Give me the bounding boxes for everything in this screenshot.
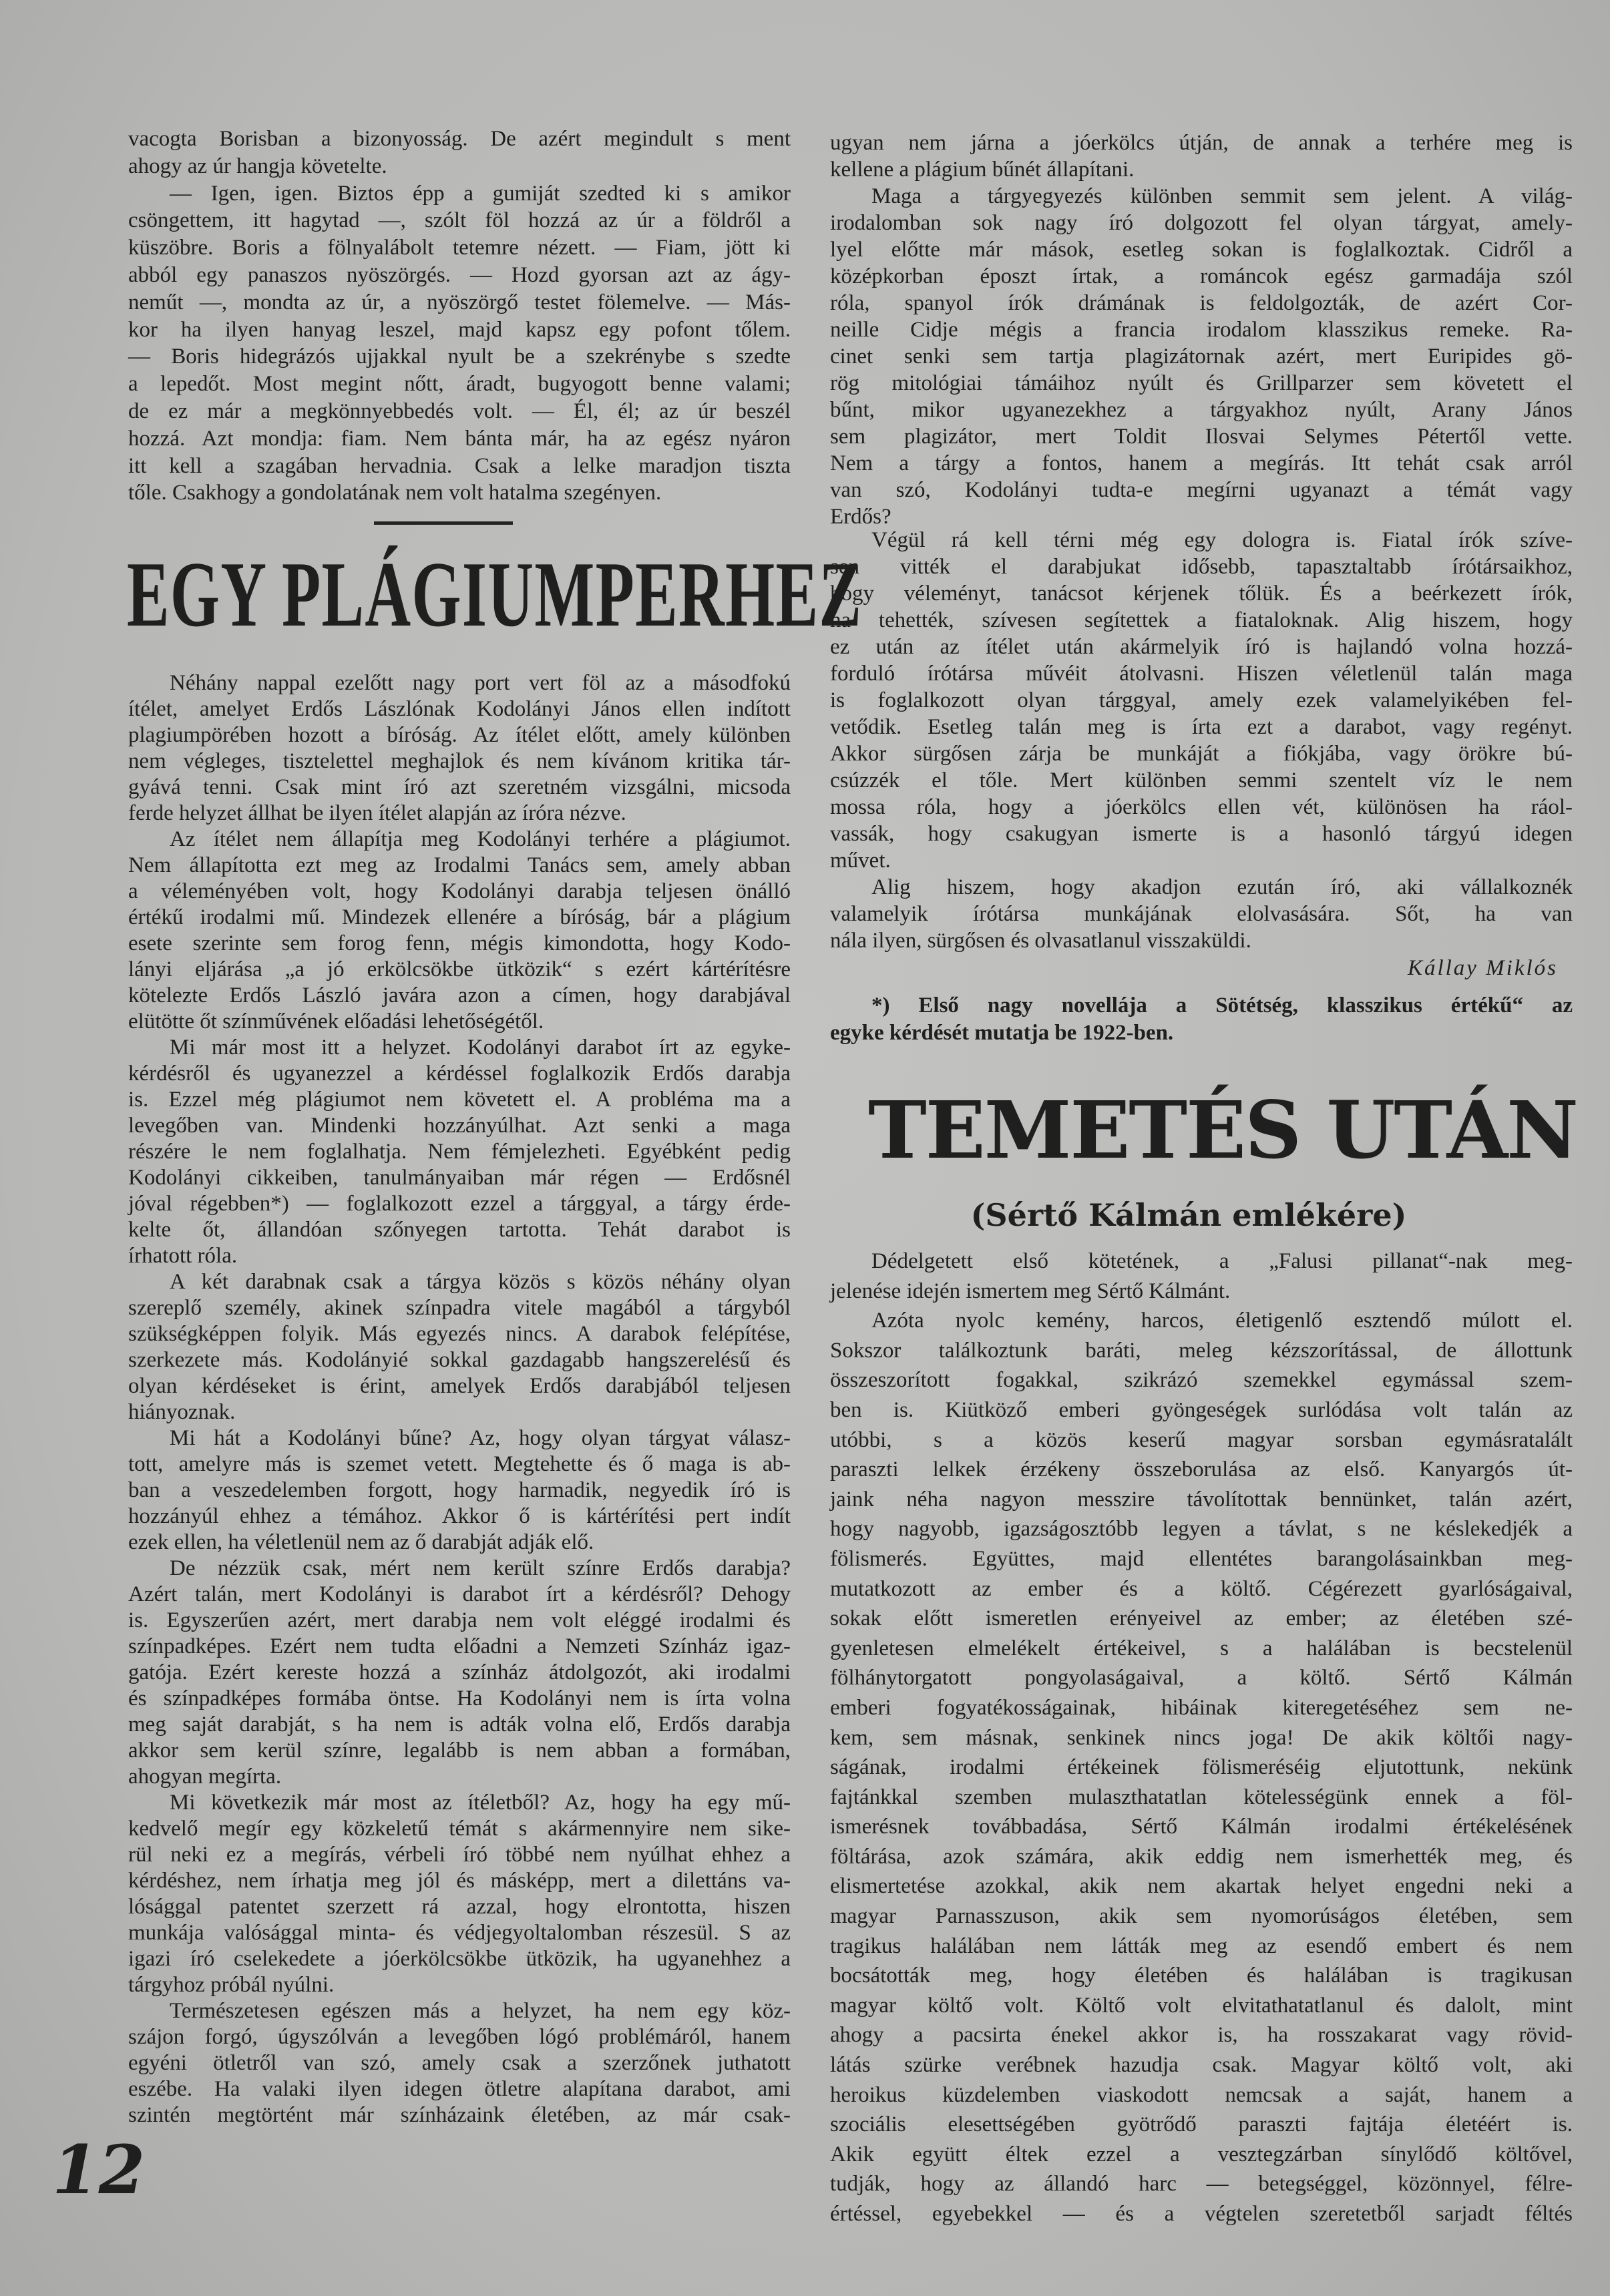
text-line: szereplő személy, akinek színpadra vitele magából a tárgyból bbox=[128, 1296, 791, 1320]
text-line: ahogy az úr hangja követelte. bbox=[128, 154, 387, 178]
text-line: ismerésnek továbbadása, Sértő Kálmán irodalmi értékelésének bbox=[830, 1815, 1573, 1839]
text-line: magyar Parnasszuson, akik sem nyomorúságos életében, sem bbox=[830, 1904, 1573, 1929]
text-line: Kodolányi cikkeiben, tanulmányaiban már régen — Erdősnél bbox=[128, 1166, 791, 1190]
text-line: ítélet, amelyet Erdős Lászlónak Kodolányi János ellen indított bbox=[128, 697, 791, 721]
text-line: gyává tenni. Csak mint író azt szeretném vizsgálni, micsoda bbox=[128, 775, 791, 799]
text-line: Végül rá kell térni még egy dologra is. Fiatal írók szíve- bbox=[871, 528, 1573, 552]
paragraph bbox=[128, 1556, 791, 1790]
text-line: Nem a tárgy a fontos, hanem a megírás. Itt tehát csak arról bbox=[830, 451, 1573, 475]
text-line: neille Cidje mégis a francia irodalom klasszikus remeke. Ra- bbox=[830, 318, 1573, 342]
text-line: vetődik. Esetleg talán meg is írta ezt a darabot, vagy regényt. bbox=[830, 715, 1573, 739]
text-line: kellene a plágium bűnét állapítani. bbox=[830, 158, 1135, 182]
text-line: színpadképes. Ezért nem tudta előadni a Nemzeti Színház igaz- bbox=[128, 1634, 791, 1658]
paragraph bbox=[830, 130, 1573, 183]
text-line: fajtánkkal szemben mulaszthatatlan kötelességünk ennek a föl- bbox=[830, 1785, 1573, 1809]
paragraph bbox=[128, 180, 791, 507]
author-signature: Kállay Miklós bbox=[1407, 956, 1558, 980]
paragraph bbox=[128, 1998, 791, 2128]
text-line: is. Egyszerűen azért, mert darabja nem volt eléggé irodalmi és bbox=[128, 1608, 791, 1632]
story-ending-column bbox=[128, 126, 791, 507]
footnote bbox=[830, 992, 1573, 1047]
text-line: hogy véleményt, tanácsot kérjenek tőlük. És a beérkezett írók, bbox=[830, 582, 1573, 606]
text-line: lósággal patentet szerzett rá azzal, hogy elrontotta, hiszen bbox=[128, 1895, 791, 1919]
text-line: csúzzék el tőle. Mert különben semmi szentelt víz le nem bbox=[830, 768, 1573, 792]
text-line: föltárása, azok számára, akik eddig nem ismerhették meg, és bbox=[830, 1844, 1573, 1869]
paragraph bbox=[830, 874, 1573, 954]
text-line: ugyan nem járna a jóerkölcs útján, de annak a terhére meg is bbox=[830, 131, 1573, 155]
text-line: Akkor sürgősen zárja be munkáját a fiókjába, vagy örökre bú- bbox=[830, 742, 1573, 766]
text-line: ahogyan megírta. bbox=[128, 1765, 282, 1789]
text-line: jaink néha nagyon messzire távolítottak bennünket, talán azért, bbox=[830, 1487, 1573, 1512]
text-line: Nem állapította ezt meg az Irodalmi Tanács sem, amely abban bbox=[128, 853, 791, 877]
text-line: De nézzük csak, mért nem került színre Erdős darabja? bbox=[170, 1556, 791, 1580]
article-title-text: EGY PLÁGIUMPERHEZ bbox=[127, 543, 863, 646]
text-line: Maga a tárgyegyezés különben semmit sem jelent. A világ- bbox=[871, 184, 1573, 208]
paragraph bbox=[128, 126, 791, 180]
paragraph bbox=[128, 670, 791, 827]
paragraph bbox=[830, 527, 1573, 874]
text-line: ban a veszedelemben forgott, hogy harmadik, negyedik író is bbox=[128, 1478, 791, 1502]
text-line: sem plagizátor, mert Toldit Ilosvai Selymes Pétertől vette. bbox=[830, 425, 1573, 449]
article-title-temetes-utan: TEMETÉS UTÁN bbox=[868, 1084, 1578, 1176]
text-line: is foglalkozott olyan tárggyal, amely ezek valamelyikében fel- bbox=[830, 688, 1573, 712]
text-line: esete szerinte sem forog fenn, mégis kimondotta, hogy Kodo- bbox=[128, 931, 791, 955]
text-line: kem, sem másnak, senkinek nincs joga! De akik költői nagy- bbox=[830, 1725, 1573, 1750]
text-line: lányi eljárása „a jó erkölcsökbe ütközik“ s ezért kártérítésre bbox=[128, 957, 791, 981]
text-line: szociális elesettségében gyötrődő paraszti fajtája életéért is. bbox=[830, 2112, 1573, 2137]
text-line: paraszti lelkek érzékeny összeborulása az első. Kanyargós út- bbox=[830, 1457, 1573, 1482]
text-line: gyenletesen elmelékelt értékeivel, s a halálában is becstelenül bbox=[830, 1636, 1573, 1660]
text-line: küszöbre. Boris a fölnyalábolt tetemre nézett. — Fiam, jött ki bbox=[128, 236, 791, 260]
text-line: sen vitték el darabjukat idősebb, tapasztaltabb írótársaikhoz, bbox=[830, 555, 1573, 579]
text-line: igazi író cselekedete a jóerkölcsökbe ütközik, ha ugyanehhez a bbox=[128, 1947, 791, 1971]
article-body-left bbox=[128, 670, 791, 2128]
text-line: meg saját darabját, s ha nem is adták volna elő, Erdős darabja bbox=[128, 1712, 791, 1737]
text-line: fölismerés. Együttes, majd ellentétes barangolásainkban meg- bbox=[830, 1546, 1573, 1571]
text-line: mutatkozott az ember és a költő. Cégérezett gyarlóságaival, bbox=[830, 1576, 1573, 1601]
paragraph bbox=[830, 1306, 1573, 2229]
text-line: ez után az ítélet után akármelyik író is hajlandó volna hozzá- bbox=[830, 635, 1573, 659]
text-line: de ez már a megkönnyebbedés volt. — Él, él; az úr beszél bbox=[128, 399, 791, 423]
text-line: a véleményében volt, hogy Kodolányi darabja teljesen önálló bbox=[128, 879, 791, 903]
text-line: — Boris hidegrázós ujjakkal nyult be a szekrénybe s szedte bbox=[128, 345, 791, 369]
text-line: fölhánytorgatott pongyolaságaival, a költő. Sértő Kálmán bbox=[830, 1666, 1573, 1690]
text-line: vacogta Borisban a bizonyosság. De azért megindult s ment bbox=[128, 127, 791, 151]
text-line: kelte őt, állandóan szőnyegen tartotta. Tehát darabot is bbox=[128, 1218, 791, 1242]
text-line: cinet senki sem tartja plagizátornak azért, mert Euripides gö- bbox=[830, 345, 1573, 369]
text-line: Természetesen egészen más a helyzet, ha nem egy köz- bbox=[170, 1999, 791, 2023]
text-line: utóbbi, s a közös keserű magyar sorsban egymásratalált bbox=[830, 1427, 1573, 1452]
text-line: kedvelő megír egy közkeletű témát s akármennyire nem sike- bbox=[128, 1817, 791, 1841]
text-line: Sokszor találkoztunk baráti, meleg kézszorítással, de állottunk bbox=[830, 1338, 1573, 1363]
text-line: — Igen, igen. Biztos épp a gumiját szedted ki s amikor bbox=[170, 181, 791, 206]
article-body-right-top bbox=[830, 130, 1573, 530]
text-line: mossa róla, hogy a jóerkölcs ellen vét, különösen ha ráol- bbox=[830, 795, 1573, 819]
text-line: szintén megtörtént már színházaink életében, az már csak- bbox=[128, 2103, 791, 2127]
paragraph bbox=[128, 1790, 791, 1998]
text-line: forduló írótársa művéit átolvasni. Hiszen véletlenül talán maga bbox=[830, 662, 1573, 686]
text-line: látás szürke verébnek hazudja csak. Magyar költő volt, aki bbox=[830, 2053, 1573, 2078]
text-line: van szó, Kodolányi tudta-e megírni ugyanazt a témát vagy bbox=[830, 478, 1573, 502]
text-line: kérdéshez, nem írhatja meg jól és másképp, mert a dilettáns va- bbox=[128, 1869, 791, 1893]
paragraph bbox=[128, 1035, 791, 1269]
text-line: tragikus halálában nem látták meg az esendő embert és nem bbox=[830, 1933, 1573, 1958]
text-line: valamelyik írótársa munkájának elolvasására. Sőt, ha van bbox=[830, 902, 1573, 926]
text-line: tudják, hogy az állandó harc — betegséggel, közönnyel, félre- bbox=[830, 2172, 1573, 2197]
text-line: kérdésről és ugyanezzel a kérdéssel foglalkozik Erdős darabja bbox=[128, 1062, 791, 1086]
text-line: művet. bbox=[830, 849, 891, 873]
text-line: Azóta nyolc kemény, harcos, életigenlő esztendő múlott el. bbox=[871, 1309, 1573, 1333]
text-line: hiányoznak. bbox=[128, 1400, 236, 1424]
section-divider bbox=[374, 521, 513, 525]
text-line: Mi következik már most az ítéletből? Az, hogy ha egy mű- bbox=[170, 1791, 791, 1815]
text-line: ben is. Kiütköző emberi gyöngeségek surlódása volt talán az bbox=[830, 1397, 1573, 1422]
text-line: levegőben van. Mindenki hozzányúlhat. Azt senki a maga bbox=[128, 1114, 791, 1138]
text-line: Azért talán, mert Kodolányi is darabot írt a kérdésről? Dehogy bbox=[128, 1582, 791, 1606]
text-line: elismertetése azokkal, akik nem akartak helyet engedni neki a bbox=[830, 1874, 1573, 1899]
text-line: hozzá. Azt mondja: fiam. Nem bánta már, ha az egész nyáron bbox=[128, 426, 791, 451]
text-line: egyéni ötletről van szó, amely csak a szerzőnek juthatott bbox=[128, 2051, 791, 2075]
text-line: középkorban époszt írtak, a románcok egész garmadája szól bbox=[830, 264, 1573, 288]
text-line: emberi fogyatékosságainak, hibáinak kiteregetéséhez sem ne- bbox=[830, 1695, 1573, 1720]
text-line: tott, amelyre más is szemet vetett. Megtehette és ő maga is ab- bbox=[128, 1452, 791, 1476]
text-line: hogy nagyobb, igazságosztóbb legyen a távlat, s ne késlekedjék a bbox=[830, 1517, 1573, 1542]
text-line: A két darabnak csak a tárgya közös s közös néhány olyan bbox=[170, 1270, 791, 1294]
text-line: magyar költő volt. Költő volt elvitathatatlanul és dalolt, mint bbox=[830, 1993, 1573, 2018]
text-line: Dédelgetett első kötetének, a „Falusi pillanat“-nak meg- bbox=[871, 1249, 1573, 1273]
text-line: tőle. Csakhogy a gondolatának nem volt hatalma szegényen. bbox=[128, 481, 662, 505]
text-line: itt kell a szagában hervadnia. Csak a lelke maradjon tiszta bbox=[128, 453, 791, 478]
text-line: tárgyhoz próbál nyúlni. bbox=[128, 1973, 335, 1997]
text-line: összeszorított fogakkal, szikrázó szemekkel egymással szem- bbox=[830, 1368, 1573, 1393]
text-line: munkája valósággal minta- és védjegyoltalomban részesül. S az bbox=[128, 1921, 791, 1945]
text-line: Mi már most itt a helyzet. Kodolányi darabot írt az egyke- bbox=[170, 1036, 791, 1060]
text-line: egyke kérdését mutatja be 1922-ben. bbox=[830, 1021, 1174, 1045]
text-line: Mi hát a Kodolányi bűne? Az, hogy olyan tárgyat válasz- bbox=[170, 1426, 791, 1450]
text-line: Erdős? bbox=[830, 505, 891, 529]
text-line: jelenése idején ismertem meg Sértő Kálmánt. bbox=[830, 1279, 1231, 1303]
text-line: bocsátották meg, hogy életében és halálában is tragikusan bbox=[830, 1964, 1573, 1988]
text-line: akkor sem kerül színre, legalább is nem abban a formában, bbox=[128, 1739, 791, 1763]
text-line: plagiumpörében hozott a bíróság. Az ítélet előtt, amely különben bbox=[128, 723, 791, 747]
text-line: Néhány nappal ezelőtt nagy port vert föl az a másodfokú bbox=[170, 671, 791, 695]
text-line: Akik együtt éltek ezzel a vesztegzárban sínylődő költővel, bbox=[830, 2142, 1573, 2166]
paragraph bbox=[128, 1425, 791, 1556]
article-body-temetes bbox=[830, 1246, 1573, 2229]
paragraph bbox=[830, 183, 1573, 530]
article-body-right-mid bbox=[830, 527, 1573, 954]
text-line: is. Ezzel még plágiumot nem követett el. A probléma ma a bbox=[128, 1088, 791, 1112]
text-line: irodalomban sok nagy író dolgozott fel olyan tárgyat, amely- bbox=[830, 211, 1573, 235]
text-line: olyan kérdéseket is érint, amelyek Erdős darabjából teljesen bbox=[128, 1374, 791, 1398]
text-line: bűnt, mikor ugyanezekhez a tárgyakhoz nyúlt, Arany János bbox=[830, 398, 1573, 422]
text-line: értékű irodalmi mű. Mindezek ellenére a bíróság, bár a plágium bbox=[128, 905, 791, 929]
text-line: rül neki ez a megírás, vérbeli író többé nem nyúlhat ehhez a bbox=[128, 1843, 791, 1867]
article-title-plagiumper bbox=[127, 543, 863, 646]
text-line: szájon forgó, úgyszólván a levegőben lógó problémáról, hanem bbox=[128, 2025, 791, 2049]
text-line: neműt —, mondta az úr, a nyöszörgő testet fölemelve. — Más- bbox=[128, 290, 791, 314]
text-line: nem végleges, tisztelettel meghajlok és nem kívánom kritika tár- bbox=[128, 749, 791, 773]
text-line: Az ítélet nem állapítja meg Kodolányi terhére a plágiumot. bbox=[170, 827, 791, 851]
text-line: ferde helyzet állhat be ilyen ítélet alapján az íróra nézve. bbox=[128, 801, 626, 825]
text-line: írhatott róla. bbox=[128, 1244, 238, 1268]
text-line: nála ilyen, sürgősen és olvasatlanul visszaküldi. bbox=[830, 929, 1251, 953]
text-line: abból egy panaszos nyöszörgés. — Hozd gyorsan azt az ágy- bbox=[128, 262, 791, 287]
text-line: Alig hiszem, hogy akadjon ezután író, aki vállalkoznék bbox=[871, 875, 1573, 899]
paragraph bbox=[128, 1269, 791, 1425]
text-line: gatója. Ezért kereste hozzá a színház átdolgozót, aki irodalmi bbox=[128, 1660, 791, 1684]
text-line: ságának, irodalmi értékeinek fölismeréséig eljutottunk, nekünk bbox=[830, 1755, 1573, 1780]
text-line: ahogy a pacsirta énekel akkor is, ha rosszakarat vagy rövid- bbox=[830, 2023, 1573, 2048]
text-line: szerkezete más. Kodolányié sokkal gazdagabb hangszerelésű és bbox=[128, 1348, 791, 1372]
text-line: sokak előtt ismeretlen erényeivel az ember; az életében szé- bbox=[830, 1606, 1573, 1631]
text-line: jóval régebben*) — foglalkozott ezzel a tárggyal, a tárgy érde- bbox=[128, 1192, 791, 1216]
text-line: csöngettem, itt hagytad —, szólt föl hozzá az úr a földről a bbox=[128, 208, 791, 233]
text-line: rög mitológiai támáihoz nyúlt és Grillparzer sem követett el bbox=[830, 371, 1573, 395]
text-line: hozzányúl ehhez a témához. Akkor ő is kártérítési pert indít bbox=[128, 1504, 791, 1528]
text-line: szükségképpen folyik. Más egyezés nincs. A darabok felépítése, bbox=[128, 1322, 791, 1346]
text-line: lyel előtte már mások, esetleg sokan is foglalkoztak. Cidről a bbox=[830, 238, 1573, 262]
paragraph bbox=[830, 1246, 1573, 1306]
text-line: elütötte őt színművének előadási lehetőségétől. bbox=[128, 1009, 544, 1034]
text-line: ezek ellen, ha véletlenül nem az ő darabját adják elő. bbox=[128, 1530, 594, 1554]
text-line: vassák, hogy csakugyan ismerte is a hasonló tárgyú idegen bbox=[830, 822, 1573, 846]
text-line: értéssel, egyebekkel — és a végtelen szeretetből sarjadt féltés bbox=[830, 2202, 1573, 2226]
text-line: róla, spanyol írók drámának is feldolgozták, de azért Cor- bbox=[830, 291, 1573, 315]
text-line: heroikus küzdelemben viaskodott nemcsak a saját, hanem a bbox=[830, 2082, 1573, 2107]
text-line: eszébe. Ha valaki ilyen idegen ötletre alapítana darabot, ami bbox=[128, 2077, 791, 2101]
article-subtitle: (Sértő Kálmán emlékére) bbox=[970, 1197, 1407, 1233]
paragraph bbox=[830, 992, 1573, 1047]
text-line: és színpadképes formába öntse. Ha Kodolányi nem is írta volna bbox=[128, 1686, 791, 1710]
text-line: kötelezte Erdős László javára azon a címen, hogy darabjával bbox=[128, 983, 791, 1007]
text-line: *) Első nagy novellája a Sötétség, klasszikus értékű“ az bbox=[871, 993, 1573, 1017]
text-line: ha tehették, szívesen segítettek a fiataloknak. Alig hiszem, hogy bbox=[830, 608, 1573, 632]
text-line: részére le nem foglalhatja. Nem fémjelezheti. Egyébként pedig bbox=[128, 1140, 791, 1164]
text-line: kor ha ilyen hanyag leszel, majd kapsz egy pofont tőlem. bbox=[128, 317, 791, 342]
text-line: a lepedőt. Most megint nőtt, áradt, bugyogott benne valami; bbox=[128, 372, 791, 397]
paragraph bbox=[128, 827, 791, 1035]
page-number: 12 bbox=[52, 2130, 146, 2209]
